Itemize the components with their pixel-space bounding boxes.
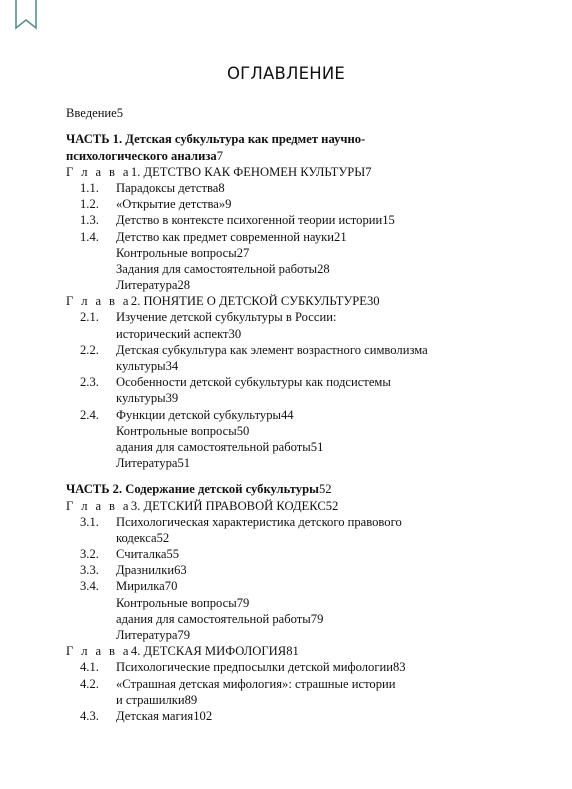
section-gap — [66, 471, 510, 481]
toc-entry[interactable] — [66, 245, 510, 261]
toc-entry[interactable] — [66, 105, 510, 121]
entry-title: Введение — [66, 106, 117, 121]
toc-entry[interactable] — [66, 562, 510, 578]
entry-title: ЧАСТЬ 2. Содержание детской субкультуры — [66, 482, 319, 497]
entry-number: 1.3. — [80, 213, 99, 228]
page-number: 52 — [156, 530, 170, 545]
entry-title-continued: исторический аспект — [116, 326, 229, 341]
entry-title: Психологические предпосылки детской мифологии — [116, 660, 393, 675]
page-number: 89 — [184, 692, 198, 707]
entry-number: 2.3. — [80, 375, 99, 390]
entry-number: 2.1. — [80, 310, 99, 325]
entry-number: 3.4. — [80, 579, 99, 594]
page-number: 8 — [218, 180, 225, 195]
entry-number: 4.1. — [80, 660, 99, 675]
toc-entry[interactable] — [66, 514, 510, 546]
entry-title: ЧАСТЬ 1. Детская субкультура как предмет научно- — [66, 132, 366, 147]
page-number: 39 — [165, 391, 179, 406]
entry-title: Детство как предмет современной науки — [116, 229, 335, 244]
entry-title: Особенности детской субкультуры как подсистемы — [116, 375, 391, 390]
page-number: 102 — [193, 708, 213, 723]
chapter-prefix: Г л а в а — [66, 498, 131, 513]
chapter-title: ДЕТСТВО КАК ФЕНОМЕН КУЛЬТУРЫ — [143, 164, 366, 179]
page-number: 28 — [177, 278, 191, 293]
entry-number: 4.3. — [80, 708, 99, 723]
entry-title: Парадоксы детства — [116, 180, 219, 195]
entry-number: 4.2. — [80, 676, 99, 691]
page-number: 81 — [286, 644, 299, 659]
page-number: 79 — [310, 611, 324, 626]
toc-entry[interactable] — [66, 164, 510, 180]
toc-entry[interactable] — [66, 455, 510, 471]
chapter-number: 3. — [130, 498, 144, 513]
chapter-prefix: Г л а в а — [66, 644, 131, 659]
entry-title: Контрольные вопросы — [116, 245, 237, 260]
entry-number: 1.1. — [80, 180, 99, 195]
entry-title: «Открытие детства» — [116, 197, 226, 212]
toc-entry[interactable] — [66, 578, 510, 594]
toc-entry[interactable] — [66, 627, 510, 643]
toc-entry[interactable] — [66, 675, 510, 707]
entry-number: 3.3. — [80, 563, 99, 578]
page-number: 27 — [236, 245, 250, 260]
entry-title: адания для самостоятельной работы — [116, 439, 311, 454]
page-number: 30 — [228, 326, 242, 341]
toc-entry[interactable] — [66, 546, 510, 562]
toc-entry[interactable] — [66, 131, 510, 163]
section-gap — [66, 121, 510, 131]
page-number: 7 — [365, 164, 372, 179]
entry-title: «Страшная детская мифология»: страшные истории — [116, 676, 396, 691]
chapter-title: ПОНЯТИЕ О ДЕТСКОЙ СУБКУЛЬТУРЕ — [143, 294, 367, 309]
page-number: 34 — [165, 359, 179, 373]
toc-entry[interactable] — [66, 708, 510, 724]
page-number: 52 — [318, 482, 332, 497]
toc-entry[interactable] — [66, 423, 510, 439]
toc-entry[interactable] — [66, 196, 510, 212]
bookmark-icon[interactable] — [14, 0, 38, 30]
entry-title: Детская магия — [116, 708, 194, 723]
entry-number: 3.1. — [80, 514, 99, 529]
toc-title: ОГЛАВЛЕНИЕ — [226, 64, 346, 83]
toc-entry[interactable] — [66, 342, 510, 374]
page-number: 52 — [325, 498, 339, 513]
toc-entry[interactable] — [66, 212, 510, 228]
toc-entry[interactable] — [66, 261, 510, 277]
entry-title: Дразнилки — [116, 563, 175, 578]
chapter-number: 2. — [130, 294, 144, 309]
entry-title: Задания для самостоятельной работы — [116, 261, 318, 276]
page-number: 83 — [392, 660, 406, 675]
toc-entry[interactable] — [66, 277, 510, 293]
toc-entry[interactable] — [66, 659, 510, 675]
entry-title: Литература — [116, 628, 178, 642]
entry-title-continued: и страшилки — [116, 692, 185, 707]
toc-entry[interactable] — [66, 374, 510, 406]
table-of-contents — [66, 105, 510, 724]
toc-entry[interactable] — [66, 293, 510, 309]
page-number: 79 — [236, 595, 250, 610]
entry-title: адания для самостоятельной работы — [116, 611, 311, 626]
page-number: 63 — [174, 563, 187, 578]
entry-title: Детская субкультура как элемент возрастного символизма — [116, 342, 428, 357]
toc-entry[interactable] — [66, 611, 510, 627]
page-number: 70 — [164, 579, 178, 594]
page-number: 55 — [166, 547, 180, 562]
chapter-title: ДЕТСКИЙ ПРАВОВОЙ КОДЕКС — [143, 498, 326, 513]
entry-number: 1.4. — [80, 229, 99, 244]
chapter-title: ДЕТСКАЯ МИФОЛОГИЯ — [143, 644, 287, 659]
entry-title-continued: кодекса — [116, 530, 157, 545]
page-number: 44 — [280, 407, 294, 422]
toc-entry[interactable] — [66, 439, 510, 455]
page-number: 51 — [310, 439, 324, 454]
page-number: 21 — [334, 229, 347, 244]
entry-number: 2.2. — [80, 342, 99, 357]
entry-title: Считалка — [116, 547, 167, 562]
page-number: 9 — [225, 197, 232, 212]
entry-title: Контрольные вопросы — [116, 423, 237, 438]
entry-title-continued: культуры — [116, 391, 166, 406]
entry-title: Функции детской субкультуры — [116, 407, 281, 422]
toc-entry[interactable] — [66, 643, 510, 659]
chapter-prefix: Г л а в а — [66, 294, 131, 309]
entry-number: 1.2. — [80, 197, 99, 212]
toc-entry[interactable] — [66, 594, 510, 610]
toc-entry[interactable] — [66, 228, 510, 244]
page-number: 51 — [177, 456, 191, 471]
entry-title: Изучение детской субкультуры в России: — [116, 310, 337, 325]
entry-title: Детство в контексте психогенной теории истории — [116, 213, 383, 228]
page-number: 28 — [317, 261, 330, 276]
entry-title: Контрольные вопросы — [116, 595, 237, 610]
page-number: 5 — [116, 106, 124, 121]
page-number: 50 — [236, 423, 250, 438]
page-number: 79 — [177, 628, 191, 642]
toc-entry[interactable] — [66, 406, 510, 422]
entry-title-continued: культуры — [116, 359, 166, 373]
entry-number: 3.2. — [80, 547, 99, 562]
page-number: 7 — [216, 148, 223, 163]
page-number: 30 — [367, 294, 380, 309]
entry-title-continued: психологического анализа — [66, 148, 217, 163]
entry-title: Литература — [116, 278, 178, 293]
entry-number: 2.4. — [80, 407, 99, 422]
toc-entry[interactable] — [66, 180, 510, 196]
entry-title: Литература — [116, 456, 178, 471]
toc-entry[interactable] — [66, 481, 510, 497]
toc-entry[interactable] — [66, 497, 510, 513]
entry-title: Мирилка — [116, 579, 165, 594]
toc-entry[interactable] — [66, 309, 510, 341]
page-number: 15 — [382, 213, 395, 228]
chapter-number: 4. — [130, 644, 144, 659]
chapter-number: 1. — [130, 164, 144, 179]
chapter-prefix: Г л а в а — [66, 164, 131, 179]
entry-title: Психологическая характеристика детского правового — [116, 514, 402, 529]
